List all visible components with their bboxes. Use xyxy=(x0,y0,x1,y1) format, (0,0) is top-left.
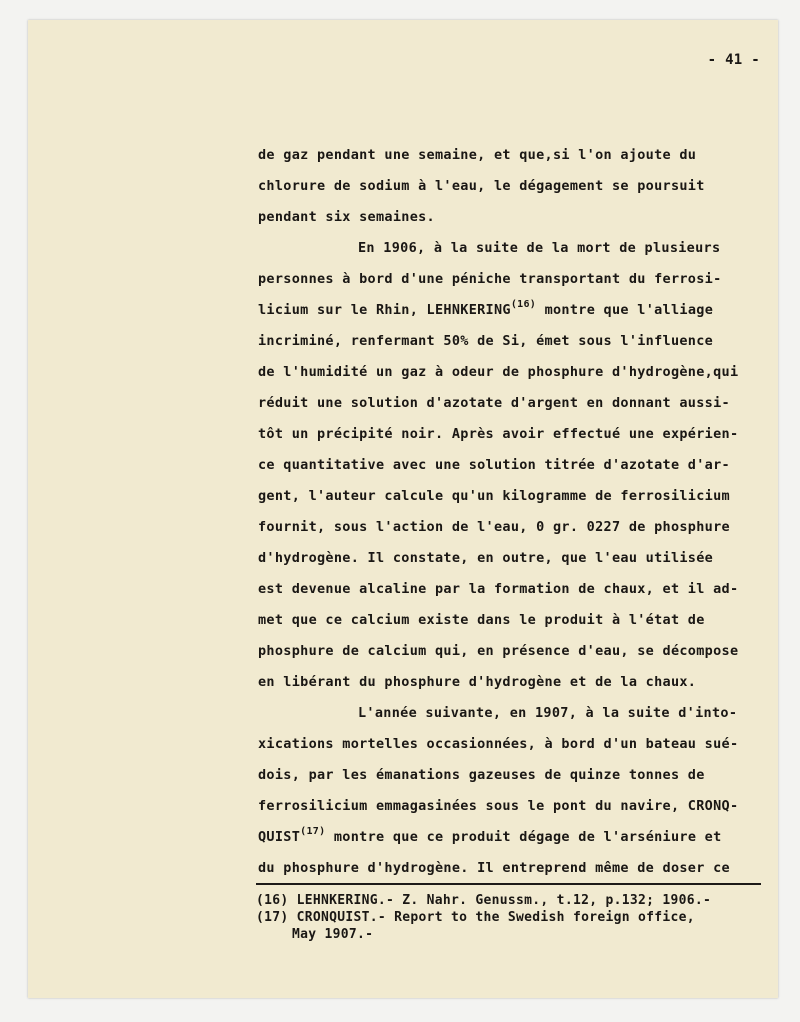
text-line xyxy=(258,233,738,264)
footnote-reference: (17) xyxy=(300,826,326,837)
text-line-content: de gaz pendant une semaine, et que,si l'on ajoute du xyxy=(258,147,697,163)
text-line xyxy=(258,295,738,326)
text-line xyxy=(258,326,738,357)
text-line-continuation: montre que l'alliage xyxy=(536,302,714,318)
text-line xyxy=(258,171,738,202)
text-line xyxy=(258,698,738,729)
text-line-content: pendant six semaines. xyxy=(258,209,435,225)
text-line-content: chlorure de sodium à l'eau, le dégagement se poursuit xyxy=(258,178,705,194)
text-line-content: personnes à bord d'une péniche transportant du ferrosi- xyxy=(258,271,722,287)
text-line-content: est devenue alcaline par la formation de chaux, et il ad- xyxy=(258,581,739,597)
text-line xyxy=(258,574,738,605)
text-line-content: En 1906, à la suite de la mort de plusieurs xyxy=(358,240,721,256)
text-line-content: en libérant du phosphure d'hydrogène et de la chaux. xyxy=(258,674,697,690)
footnotes xyxy=(256,892,711,943)
text-line-content: incriminé, renfermant 50% de Si, émet sous l'influence xyxy=(258,333,714,349)
text-line xyxy=(258,264,738,295)
text-line xyxy=(258,822,738,853)
text-line xyxy=(258,605,738,636)
text-line-content: d'hydrogène. Il constate, en outre, que l'eau utilisée xyxy=(258,550,714,566)
text-line xyxy=(258,481,738,512)
text-line-content: QUIST xyxy=(258,829,301,845)
text-line-content: ferrosilicium emmagasinées sous le pont du navire, CRONQ- xyxy=(258,798,739,814)
text-line xyxy=(258,140,738,171)
text-line-content: fournit, sous l'action de l'eau, 0 gr. 0227 de phosphure xyxy=(258,519,730,535)
text-line-content: tôt un précipité noir. Après avoir effectué une expérien- xyxy=(258,426,739,442)
text-line-content: ce quantitative avec une solution titrée d'azotate d'ar- xyxy=(258,457,730,473)
footnote-line: May 1907.- xyxy=(292,927,374,942)
text-line xyxy=(258,853,738,884)
page-number: - 41 - xyxy=(707,52,760,68)
text-line xyxy=(258,419,738,450)
text-line-content: licium sur le Rhin, LEHNKERING xyxy=(258,302,511,318)
text-line-content: réduit une solution d'azotate d'argent en donnant aussi- xyxy=(258,395,730,411)
text-line-content: met que ce calcium existe dans le produit à l'état de xyxy=(258,612,705,628)
text-line-content: dois, par les émanations gazeuses de quinze tonnes de xyxy=(258,767,705,783)
text-line xyxy=(258,791,738,822)
text-line-content: phosphure de calcium qui, en présence d'eau, se décompose xyxy=(258,643,739,659)
text-line xyxy=(258,760,738,791)
footnote-reference: (16) xyxy=(510,299,537,310)
text-line-continuation: montre que ce produit dégage de l'arséniure et xyxy=(325,829,722,845)
text-line xyxy=(258,450,738,481)
text-line xyxy=(258,357,738,388)
footnote-line: (17) CRONQUIST.- Report to the Swedish foreign office, xyxy=(256,910,695,925)
text-line-content: de l'humidité un gaz à odeur de phosphure d'hydrogène,qui xyxy=(258,364,739,380)
footnote-line: (16) LEHNKERING.- Z. Nahr. Genussm., t.12, p.132; 1906.- xyxy=(256,893,712,908)
text-line-content: xications mortelles occasionnées, à bord d'un bateau sué- xyxy=(258,736,739,752)
text-line-content: gent, l'auteur calcule qu'un kilogramme de ferrosilicium xyxy=(258,488,730,504)
text-line xyxy=(258,543,738,574)
text-line xyxy=(258,512,738,543)
text-line xyxy=(258,636,738,667)
text-line xyxy=(258,388,738,419)
text-line xyxy=(258,667,738,698)
text-line-content: L'année suivante, en 1907, à la suite d'into- xyxy=(358,705,738,721)
text-line-content: du phosphure d'hydrogène. Il entreprend même de doser ce xyxy=(258,860,730,876)
text-line xyxy=(258,202,738,233)
body-text xyxy=(258,140,738,884)
footnote-separator xyxy=(256,883,761,885)
text-line xyxy=(258,729,738,760)
document-page xyxy=(28,20,778,998)
